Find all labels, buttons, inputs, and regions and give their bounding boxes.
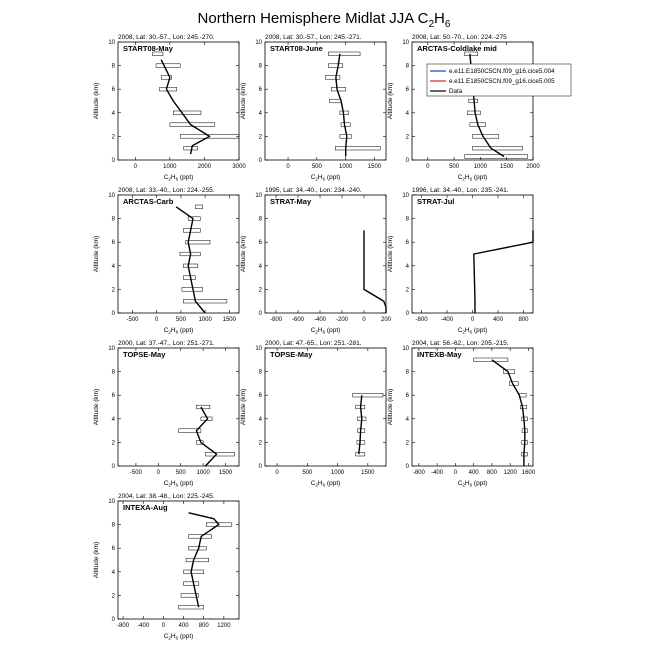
x-axis-label <box>311 480 341 488</box>
x-axis-label-part: H <box>317 174 323 181</box>
y-tick-label: 6 <box>258 393 262 400</box>
x-axis-label-part: C <box>310 480 316 487</box>
campaign-label: INTEXA-Aug <box>123 503 168 512</box>
x-axis-label-part: (ppt) <box>178 480 194 487</box>
x-tick-label: -800 <box>117 623 130 629</box>
plot-frame <box>412 195 533 313</box>
x-axis-label-part: 2 <box>168 635 171 641</box>
y-tick-label: 8 <box>258 63 262 70</box>
y-tick-label: 2 <box>111 134 115 141</box>
data-range-box <box>520 405 526 409</box>
x-tick-label: 2000 <box>197 164 212 170</box>
y-tick-label: 8 <box>405 63 409 70</box>
data-range-box <box>195 205 202 209</box>
x-tick-label: 0 <box>155 317 159 323</box>
y-tick-label: 4 <box>111 110 115 117</box>
x-axis-label-part: (ppt) <box>472 327 488 334</box>
y-tick-label: 4 <box>258 110 262 117</box>
x-axis-label-part: H <box>317 480 323 487</box>
y-tick-label: 6 <box>111 393 115 400</box>
y-tick-label: 8 <box>111 63 115 70</box>
y-tick-label: 6 <box>258 240 262 247</box>
x-axis-label-part: C <box>310 327 316 334</box>
x-axis-label-part: (ppt) <box>325 480 341 487</box>
x-axis-label-part: H <box>170 480 176 487</box>
x-tick-label: 1000 <box>338 164 353 170</box>
figure-title-mid: H <box>434 10 445 27</box>
y-tick-label: 6 <box>405 240 409 247</box>
x-axis-label-part: C <box>163 174 169 181</box>
x-axis-label-part: C <box>163 327 169 334</box>
data-profile-line <box>189 513 219 607</box>
y-tick-label: 0 <box>258 158 262 164</box>
x-axis-label-part: (ppt) <box>472 174 488 181</box>
x-axis-label <box>458 480 488 488</box>
data-range-box <box>196 405 209 409</box>
x-axis-label-part: 2 <box>462 176 465 182</box>
panel-header: 1996, Lat: 34.-40., Lon: 235.-241. <box>412 187 509 194</box>
y-tick-label: 8 <box>258 369 262 376</box>
y-tick-label: 2 <box>111 440 115 447</box>
panel-header: 2004, Lat: 56.-62., Lon: 205.-215. <box>412 340 509 347</box>
data-range-box <box>356 452 365 456</box>
campaign-label: TOPSE-May <box>123 350 166 359</box>
data-range-box <box>331 87 345 91</box>
data-range-box <box>340 135 352 139</box>
panel-header: 2004, Lat: 38.-48., Lon: 225.-245. <box>118 493 215 500</box>
y-tick-label: 4 <box>111 569 115 576</box>
data-range-box <box>186 558 209 562</box>
x-axis-label <box>458 174 488 182</box>
plot-frame <box>118 348 239 466</box>
x-tick-label: 1600 <box>521 470 536 476</box>
y-tick-label: 10 <box>402 346 409 352</box>
x-tick-label: 1000 <box>198 317 212 323</box>
x-tick-label: 1500 <box>361 470 375 476</box>
campaign-label: START08-June <box>270 44 323 53</box>
x-tick-label: 200 <box>380 317 392 323</box>
x-axis-label <box>458 327 488 335</box>
data-profile-line <box>161 60 209 154</box>
legend-entry-label: e.e11.E1850C5CN.f09_g16.cice5.005 <box>449 78 555 86</box>
data-range-box <box>183 229 200 233</box>
panel-7 <box>93 340 239 488</box>
x-axis-label-part: 6 <box>175 635 179 641</box>
x-axis-label-part: 6 <box>469 329 473 335</box>
x-tick-label: 1500 <box>222 317 236 323</box>
x-axis-label-part: H <box>464 327 470 334</box>
y-axis-label: Altitude (km) <box>387 82 394 120</box>
panel-header: 2008, Lat: 33.-40., Lon: 224.-255. <box>118 187 215 194</box>
y-tick-label: 6 <box>405 393 409 400</box>
x-tick-label: 0 <box>470 317 475 323</box>
x-tick-label: 1200 <box>217 623 231 629</box>
panel-8 <box>240 340 386 488</box>
panel-9 <box>387 340 536 488</box>
data-range-box <box>184 570 204 574</box>
y-tick-label: 4 <box>405 263 409 270</box>
plot-frame <box>265 42 386 160</box>
panel-3 <box>387 34 571 182</box>
x-tick-label: -600 <box>291 317 305 323</box>
x-axis-label <box>164 327 194 335</box>
x-axis-label-part: (ppt) <box>178 633 194 640</box>
panel-header: 2000, Lat: 47.-65., Lon: 251.-281. <box>265 340 362 347</box>
y-tick-label: 2 <box>258 287 262 294</box>
x-axis-label-part: 2 <box>462 482 465 488</box>
y-axis-label: Altitude (km) <box>240 235 247 273</box>
y-tick-label: 0 <box>111 617 115 623</box>
x-axis-label-part: C <box>163 633 169 640</box>
x-tick-label: -200 <box>335 317 349 323</box>
x-axis-label <box>164 480 194 488</box>
y-tick-label: 10 <box>108 193 115 199</box>
panel-header: 1995, Lat: 34.-40., Lon: 234.-240. <box>265 187 362 194</box>
y-axis-label: Altitude (km) <box>93 541 100 579</box>
x-tick-label: 1500 <box>218 470 233 476</box>
data-range-box <box>183 299 227 303</box>
plot-frame <box>265 195 386 313</box>
data-profile-line <box>474 230 533 313</box>
y-axis-label: Altitude (km) <box>240 82 247 120</box>
data-profile-line <box>196 407 216 466</box>
data-range-box <box>330 99 342 103</box>
data-range-box <box>183 276 195 280</box>
x-tick-label: 500 <box>449 164 460 170</box>
campaign-label: START08-May <box>123 44 173 53</box>
panel-2 <box>240 34 386 182</box>
x-tick-label: 500 <box>311 164 322 170</box>
x-axis-label-part: (ppt) <box>325 174 341 181</box>
campaign-label: TOPSE-May <box>270 350 313 359</box>
figure-title-main: Northern Hemisphere Midlat JJA C <box>197 10 429 27</box>
legend-entry-label: e.e11.E1850C5CN.f09_g16.cice5.004 <box>449 68 555 76</box>
panel-4 <box>93 187 239 335</box>
x-tick-label: -500 <box>129 470 142 476</box>
y-tick-label: 2 <box>111 593 115 600</box>
x-tick-label: 0 <box>156 470 161 476</box>
legend-entry-label: Data <box>449 88 463 96</box>
x-tick-label: -800 <box>412 470 425 476</box>
x-axis-label-part: C <box>457 327 463 334</box>
y-tick-label: 10 <box>255 40 262 46</box>
panel-5 <box>240 187 392 335</box>
y-tick-label: 6 <box>405 87 409 94</box>
y-tick-label: 8 <box>405 369 409 376</box>
panel-6 <box>387 187 533 335</box>
y-tick-label: 10 <box>402 40 409 46</box>
y-tick-label: 4 <box>258 416 262 423</box>
y-tick-label: 2 <box>258 134 262 141</box>
y-tick-label: 8 <box>111 216 115 223</box>
x-axis-label-part: C <box>457 480 463 487</box>
x-axis-label-part: 2 <box>315 329 318 335</box>
x-axis-label-part: H <box>170 174 176 181</box>
x-tick-label: 0 <box>286 164 290 170</box>
plot-frame <box>118 195 239 313</box>
x-axis-label-part: (ppt) <box>178 327 194 334</box>
x-axis-label-part: 2 <box>462 329 465 335</box>
panel-10 <box>93 493 239 641</box>
y-tick-label: 4 <box>111 416 115 423</box>
y-tick-label: 10 <box>255 346 262 352</box>
x-tick-label: 500 <box>175 470 186 476</box>
x-tick-label: -800 <box>415 317 428 323</box>
plot-frame <box>118 42 239 160</box>
x-tick-label: 800 <box>486 470 497 476</box>
figure-title-sub2: 6 <box>444 19 451 30</box>
y-axis-label: Altitude (km) <box>387 388 394 426</box>
data-profile-line <box>364 230 386 313</box>
panel-header: 2008, Lat: 30.-57., Lon: 245.-270. <box>118 34 215 41</box>
data-range-box <box>473 146 523 150</box>
y-tick-label: 10 <box>402 193 409 199</box>
x-tick-label: 0 <box>453 470 458 476</box>
y-tick-label: 8 <box>111 522 115 529</box>
campaign-label: ARCTAS-Coldlake mid <box>417 44 497 53</box>
y-tick-label: 8 <box>111 369 115 376</box>
data-range-box <box>465 155 528 159</box>
data-range-box <box>340 111 349 115</box>
y-tick-label: 10 <box>108 499 115 505</box>
plot-frame <box>265 348 386 466</box>
y-tick-label: 0 <box>258 464 262 470</box>
data-profile-line <box>176 207 205 313</box>
x-tick-label: 1000 <box>330 470 345 476</box>
x-tick-label: 0 <box>275 470 279 476</box>
campaign-label: INTEXB-May <box>417 350 462 359</box>
x-tick-label: 400 <box>492 317 503 323</box>
x-axis-label-part: 6 <box>469 176 473 182</box>
plot-frame <box>118 501 239 619</box>
x-tick-label: 0 <box>362 317 366 323</box>
x-axis-label <box>164 633 194 641</box>
data-range-box <box>473 135 499 139</box>
panel-header: 2008, Lat: 30.-57., Lon: 245.-271. <box>265 34 362 41</box>
x-axis-label <box>311 327 341 335</box>
x-axis-label-part: H <box>464 480 470 487</box>
data-profile-line <box>359 395 362 454</box>
x-tick-label: -400 <box>137 623 150 629</box>
x-tick-label: 2000 <box>526 164 540 170</box>
campaign-label: STRAT-May <box>270 197 312 206</box>
data-range-box <box>328 64 342 68</box>
x-axis-label-part: H <box>317 327 323 334</box>
plot-frame <box>412 348 533 466</box>
y-tick-label: 6 <box>111 240 115 247</box>
x-tick-label: 1000 <box>196 470 210 476</box>
x-axis-label-part: 6 <box>322 482 326 488</box>
panel-header: 2000, Lat: 37.-47., Lon: 251.-271. <box>118 340 215 347</box>
y-tick-label: 0 <box>111 158 115 164</box>
x-axis-label-part: 6 <box>175 176 179 182</box>
x-tick-label: 800 <box>198 623 209 629</box>
data-range-box <box>467 111 480 115</box>
y-tick-label: 6 <box>111 87 115 94</box>
x-axis-label-part: C <box>163 480 169 487</box>
x-tick-label: -400 <box>441 317 454 323</box>
y-tick-label: 2 <box>111 287 115 294</box>
y-tick-label: 6 <box>111 546 115 553</box>
x-axis-label-part: 6 <box>322 176 326 182</box>
x-tick-label: 1500 <box>500 164 514 170</box>
data-range-box <box>159 87 176 91</box>
x-tick-label: 1000 <box>163 164 177 170</box>
x-axis-label-part: (ppt) <box>178 174 194 181</box>
y-tick-label: 4 <box>405 416 409 423</box>
y-tick-label: 8 <box>405 216 409 223</box>
x-tick-label: -500 <box>126 317 139 323</box>
x-axis-label-part: 2 <box>168 329 171 335</box>
data-range-box <box>335 146 380 150</box>
data-range-box <box>474 358 508 362</box>
data-range-box <box>184 582 199 586</box>
y-tick-label: 8 <box>258 216 262 223</box>
x-axis-label-part: 6 <box>469 482 473 488</box>
x-axis-label <box>311 174 341 182</box>
x-axis-label-part: (ppt) <box>472 480 488 487</box>
x-axis-label-part: 6 <box>175 482 179 488</box>
x-tick-label: 1000 <box>473 164 488 170</box>
y-tick-label: 6 <box>258 87 262 94</box>
x-axis-label-part: 6 <box>322 329 326 335</box>
data-range-box <box>189 535 212 539</box>
data-range-box <box>186 240 210 244</box>
y-tick-label: 10 <box>108 40 115 46</box>
x-tick-label: 800 <box>518 317 529 323</box>
x-axis-label-part: 6 <box>175 329 179 335</box>
y-tick-label: 0 <box>405 311 409 317</box>
x-axis-label-part: 2 <box>315 482 318 488</box>
plot-frame <box>412 42 533 160</box>
x-tick-label: 3000 <box>232 164 246 170</box>
y-axis-label: Altitude (km) <box>240 388 247 426</box>
x-axis-label-part: 2 <box>168 176 171 182</box>
y-axis-label: Altitude (km) <box>93 235 100 273</box>
x-axis-label-part: H <box>464 174 470 181</box>
x-axis-label-part: (ppt) <box>325 327 341 334</box>
y-axis-label: Altitude (km) <box>93 82 100 120</box>
x-tick-label: 0 <box>161 623 166 629</box>
x-axis-label-part: H <box>170 633 176 640</box>
data-range-box <box>353 393 383 397</box>
panel-header: 2008, Lat: 50.-70., Lon: 224.-275 <box>412 34 507 41</box>
x-axis-label-part: 2 <box>315 176 318 182</box>
data-range-box <box>205 452 234 456</box>
data-range-box <box>357 441 365 445</box>
x-tick-label: 400 <box>178 623 189 629</box>
x-tick-label: 1500 <box>367 164 382 170</box>
x-axis-label-part: 2 <box>168 482 171 488</box>
y-tick-label: 2 <box>405 134 409 141</box>
campaign-label: STRAT-Jul <box>417 197 455 206</box>
data-range-box <box>173 111 201 115</box>
y-tick-label: 4 <box>258 263 262 270</box>
y-tick-label: 10 <box>255 193 262 199</box>
y-tick-label: 0 <box>111 464 115 470</box>
x-tick-label: 400 <box>468 470 479 476</box>
panel-1 <box>93 34 246 182</box>
y-tick-label: 4 <box>111 263 115 270</box>
data-range-box <box>179 605 204 609</box>
data-profile-line <box>336 54 347 157</box>
x-tick-label: -400 <box>431 470 444 476</box>
x-tick-label: 1200 <box>503 470 517 476</box>
data-profile-line <box>492 360 525 466</box>
data-range-box <box>156 64 180 68</box>
y-tick-label: 0 <box>111 311 115 317</box>
y-tick-label: 0 <box>405 158 409 164</box>
data-range-box <box>183 264 198 268</box>
x-axis-label-part: C <box>310 174 316 181</box>
x-axis-label-part: C <box>457 174 463 181</box>
data-range-box <box>328 52 360 56</box>
y-tick-label: 0 <box>405 464 409 470</box>
y-axis-label: Altitude (km) <box>93 388 100 426</box>
figure-title-sub1: 2 <box>428 19 435 30</box>
y-axis-label: Altitude (km) <box>387 235 394 273</box>
x-tick-label: 500 <box>175 317 186 323</box>
y-tick-label: 0 <box>258 311 262 317</box>
y-tick-label: 10 <box>108 346 115 352</box>
x-tick-label: 0 <box>426 164 430 170</box>
y-tick-label: 2 <box>405 287 409 294</box>
data-range-box <box>326 76 340 80</box>
y-tick-label: 2 <box>405 440 409 447</box>
x-tick-label: 0 <box>133 164 137 170</box>
campaign-label: ARCTAS-Carb <box>123 197 174 206</box>
x-tick-label: -400 <box>313 317 327 323</box>
x-tick-label: 500 <box>302 470 313 476</box>
x-axis-label-part: H <box>170 327 176 334</box>
x-tick-label: -800 <box>269 317 283 323</box>
y-tick-label: 4 <box>405 110 409 117</box>
y-tick-label: 2 <box>258 440 262 447</box>
data-range-box <box>341 123 350 127</box>
data-range-box <box>184 146 198 150</box>
x-axis-label <box>164 174 194 182</box>
